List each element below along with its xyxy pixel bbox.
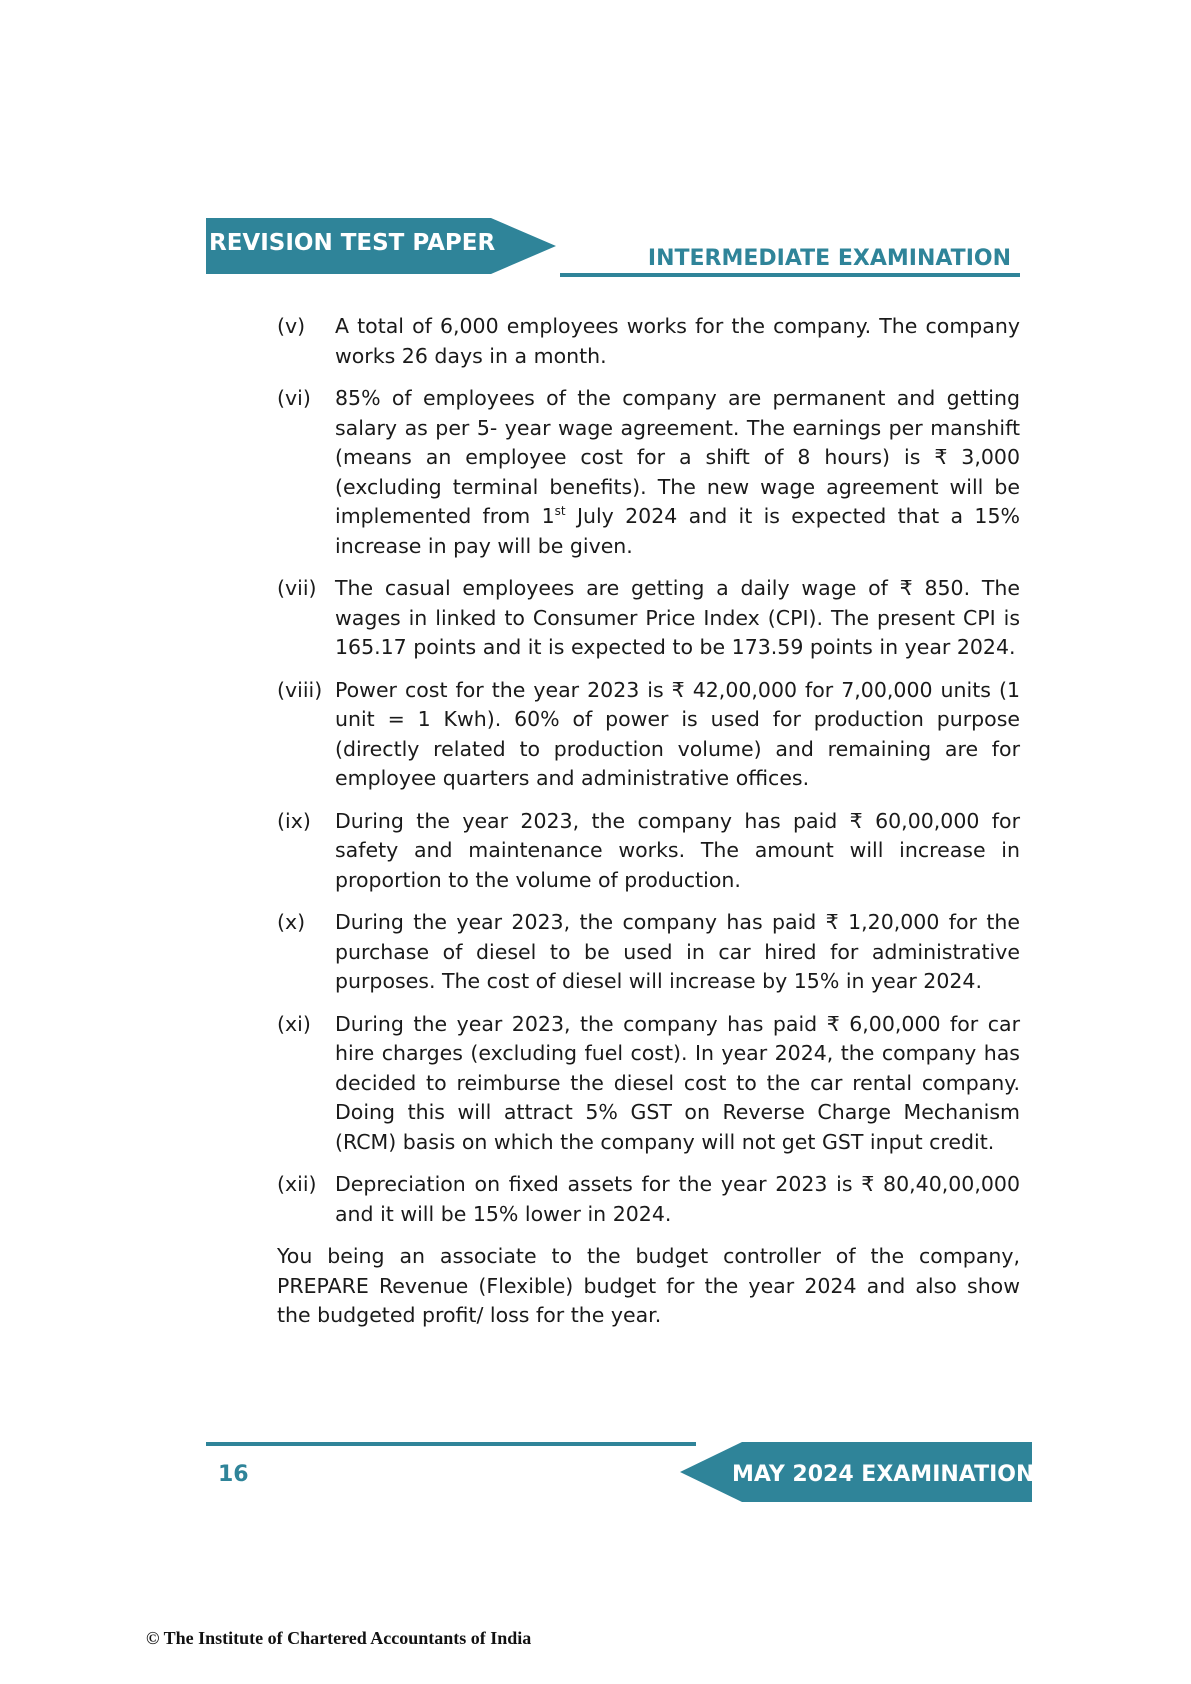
item-number: (v) (277, 314, 306, 338)
item-number: (vi) (277, 386, 311, 410)
closing-instruction: You being an associate to the budget controller of the company, PREPARE Revenue (Flexible) budget for the year 2024 and also show the budgeted profit/ loss for the year. (277, 1244, 1020, 1327)
item-text: During the year 2023, the company has paid ₹ 60,00,000 for safety and maintenance works. The amount will increase in proportion to the volume of production. (335, 808, 1020, 892)
footer-rule (206, 1442, 696, 1446)
item-number: (ix) (277, 808, 311, 833)
superscript: st (554, 504, 566, 519)
copyright-notice: © The Institute of Chartered Accountants of India (146, 1628, 532, 1648)
list-item (277, 384, 1020, 561)
item-number: (x) (277, 910, 306, 934)
list-item (277, 1170, 1020, 1229)
list-item (277, 676, 1020, 794)
item-text: A total of 6,000 employees works for the company. The company works 26 days in a month. (335, 314, 1020, 368)
item-text: Power cost for the year 2023 is ₹ 42,00,000 for 7,00,000 units (1 unit = 1 Kwh). 60% of power is used for production purpose (directly related to production volume) and remaining are for employee quarters and administrative offices. (335, 677, 1020, 790)
question-body (277, 312, 1020, 1331)
footer-exam-label: MAY 2024 EXAMINATION (732, 1462, 1035, 1487)
item-text: During the year 2023, the company has paid ₹ 1,20,000 for the purchase of diesel to be used in car hired for administrative purposes. The cost of diesel will increase by 15% in year 2024. (335, 910, 1020, 993)
list-item (277, 908, 1020, 997)
item-number: (xi) (277, 1011, 311, 1036)
item-text: During the year 2023, the company has paid ₹ 6,00,000 for car hire charges (excluding fuel cost). In year 2024, the company has decided to reimburse the diesel cost to the car rental company. Doing this will attract 5% GST on Reverse Charge Mechanism (RCM) basis on which the company will not get GST input credit. (335, 1011, 1020, 1154)
page-number: 16 (218, 1462, 249, 1487)
item-text-part: July 2024 and it is expected that a 15% increase in pay will be given. (335, 504, 1020, 558)
item-text: Depreciation on fixed assets for the year 2023 is ₹ 80,40,00,000 and it will be 15% lower in 2024. (335, 1172, 1020, 1226)
item-number: (viii) (277, 677, 323, 702)
item-text (335, 384, 1020, 561)
item-number: (xii) (277, 1172, 317, 1196)
item-text-part: 85% of employees of the company are permanent and getting salary as per 5- year wage agreement. The earnings per manshift (means an employee cost for a shift of 8 hours) is ₹ 3,000 (excluding terminal benefits). The new wage agreement will be implemented from 1 (335, 386, 1020, 528)
list-item (277, 574, 1020, 663)
list-item (277, 807, 1020, 896)
item-text: The casual employees are getting a daily wage of ₹ 850. The wages in linked to Consumer Price Index (CPI). The present CPI is 165.17 points and it is expected to be 173.59 points in year 2024. (335, 576, 1020, 659)
list-item (277, 1010, 1020, 1158)
list-item (277, 312, 1020, 371)
item-number: (vii) (277, 576, 317, 600)
header-rule (560, 273, 1020, 277)
header-exam-label: INTERMEDIATE EXAMINATION (647, 246, 1011, 271)
header-title: REVISION TEST PAPER (209, 230, 496, 256)
